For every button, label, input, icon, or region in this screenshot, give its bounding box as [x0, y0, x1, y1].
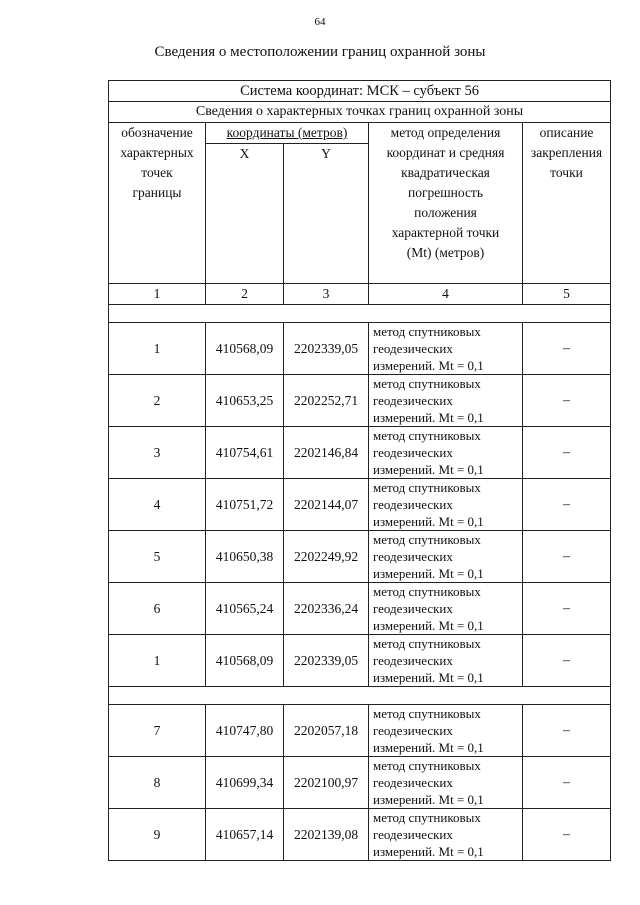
x-coordinate: 410747,80	[206, 705, 284, 757]
x-coordinate: 410699,34	[206, 757, 284, 809]
y-coordinate: 2202057,18	[284, 705, 369, 757]
method-line: измерений. Mt = 0,1	[373, 410, 484, 425]
method-line: геодезических	[373, 653, 453, 668]
y-coordinate: 2202249,92	[284, 531, 369, 583]
method-header	[369, 123, 523, 284]
x-coordinate: 410565,24	[206, 583, 284, 635]
column-number: 5	[523, 284, 611, 305]
x-coordinate: 410657,14	[206, 809, 284, 861]
point-number: 2	[109, 375, 206, 427]
header-line: описание	[539, 125, 594, 140]
point-number: 7	[109, 705, 206, 757]
header-line: точек	[141, 165, 173, 180]
fixation-description: –	[523, 583, 611, 635]
method-cell	[369, 757, 523, 809]
y-coordinate: 2202336,24	[284, 583, 369, 635]
method-line: измерений. Mt = 0,1	[373, 462, 484, 477]
table-row	[109, 809, 611, 861]
method-line: геодезических	[373, 497, 453, 512]
column-numbers-row	[109, 284, 611, 305]
header-line: характерной точки	[391, 225, 500, 240]
y-coordinate: 2202146,84	[284, 427, 369, 479]
y-coordinate: 2202100,97	[284, 757, 369, 809]
header-line: координат и средняя	[386, 145, 505, 160]
x-coordinate: 410751,72	[206, 479, 284, 531]
method-line: геодезических	[373, 393, 453, 408]
fixation-description: –	[523, 809, 611, 861]
y-header: Y	[284, 144, 369, 284]
table-row	[109, 375, 611, 427]
method-line: метод спутниковых	[373, 428, 481, 443]
designation-header	[109, 123, 206, 284]
boundary-points-table	[108, 80, 611, 861]
method-cell	[369, 531, 523, 583]
x-header: X	[206, 144, 284, 284]
column-number: 4	[369, 284, 523, 305]
header-line: квадратическая	[401, 165, 490, 180]
header-line: погрешность	[407, 185, 483, 200]
point-number: 6	[109, 583, 206, 635]
method-line: метод спутниковых	[373, 376, 481, 391]
point-number: 3	[109, 427, 206, 479]
fixation-description: –	[523, 705, 611, 757]
points-info-header: Сведения о характерных точках границ охранной зоны	[109, 102, 611, 123]
y-coordinate: 2202139,08	[284, 809, 369, 861]
method-cell	[369, 705, 523, 757]
method-line: геодезических	[373, 827, 453, 842]
method-line: измерений. Mt = 0,1	[373, 358, 484, 373]
method-line: измерений. Mt = 0,1	[373, 618, 484, 633]
group-separator-row	[109, 687, 611, 705]
header-line: границы	[132, 185, 182, 200]
header-line: точки	[550, 165, 583, 180]
fixation-description: –	[523, 375, 611, 427]
method-line: метод спутниковых	[373, 324, 481, 339]
y-coordinate: 2202144,07	[284, 479, 369, 531]
table-row	[109, 635, 611, 687]
method-cell	[369, 375, 523, 427]
table-row	[109, 757, 611, 809]
fixation-description: –	[523, 635, 611, 687]
method-line: измерений. Mt = 0,1	[373, 792, 484, 807]
point-number: 1	[109, 635, 206, 687]
document-title: Сведения о местоположении границ охранной зоны	[154, 44, 486, 60]
header-line: обозначение	[121, 125, 193, 140]
method-line: геодезических	[373, 445, 453, 460]
method-line: измерений. Mt = 0,1	[373, 566, 484, 581]
y-coordinate: 2202252,71	[284, 375, 369, 427]
method-line: метод спутниковых	[373, 584, 481, 599]
column-number: 1	[109, 284, 206, 305]
y-coordinate: 2202339,05	[284, 635, 369, 687]
table-row	[109, 479, 611, 531]
header-line: характерных	[120, 145, 194, 160]
header-line: метод определения	[390, 125, 501, 140]
point-number: 8	[109, 757, 206, 809]
x-coordinate: 410568,09	[206, 323, 284, 375]
header-line: (Mt) (метров)	[406, 245, 485, 260]
method-line: измерений. Mt = 0,1	[373, 844, 484, 859]
method-line: метод спутниковых	[373, 532, 481, 547]
method-cell	[369, 635, 523, 687]
method-line: геодезических	[373, 549, 453, 564]
group-separator-row	[109, 305, 611, 323]
method-line: метод спутниковых	[373, 480, 481, 495]
x-coordinate: 410650,38	[206, 531, 284, 583]
y-coordinate: 2202339,05	[284, 323, 369, 375]
group-separator-cell	[109, 305, 611, 323]
fixation-description: –	[523, 757, 611, 809]
method-line: измерений. Mt = 0,1	[373, 514, 484, 529]
fixation-description: –	[523, 531, 611, 583]
method-cell	[369, 427, 523, 479]
coords-header	[206, 123, 369, 144]
x-coordinate: 410754,61	[206, 427, 284, 479]
coordinate-system-header: Система координат: МСК – субъект 56	[109, 81, 611, 102]
point-number: 9	[109, 809, 206, 861]
method-cell	[369, 583, 523, 635]
column-number: 3	[284, 284, 369, 305]
method-line: геодезических	[373, 775, 453, 790]
fixation-description: –	[523, 323, 611, 375]
method-line: метод спутниковых	[373, 636, 481, 651]
table-row	[109, 705, 611, 757]
group-separator-cell	[109, 687, 611, 705]
method-line: метод спутниковых	[373, 706, 481, 721]
method-line: геодезических	[373, 723, 453, 738]
method-cell	[369, 809, 523, 861]
coords-header-text: координаты (метров)	[226, 125, 348, 140]
point-number: 1	[109, 323, 206, 375]
page-number: 64	[314, 16, 326, 28]
table-row	[109, 583, 611, 635]
method-line: геодезических	[373, 601, 453, 616]
column-number: 2	[206, 284, 284, 305]
method-line: геодезических	[373, 341, 453, 356]
table-row	[109, 323, 611, 375]
header-line: закрепления	[530, 145, 603, 160]
description-header	[523, 123, 611, 284]
method-cell	[369, 479, 523, 531]
point-number: 5	[109, 531, 206, 583]
method-cell	[369, 323, 523, 375]
header-line: положения	[414, 205, 477, 220]
x-coordinate: 410568,09	[206, 635, 284, 687]
fixation-description: –	[523, 427, 611, 479]
table-row	[109, 427, 611, 479]
method-line: метод спутниковых	[373, 810, 481, 825]
method-line: измерений. Mt = 0,1	[373, 670, 484, 685]
x-coordinate: 410653,25	[206, 375, 284, 427]
table-row	[109, 531, 611, 583]
method-line: метод спутниковых	[373, 758, 481, 773]
point-number: 4	[109, 479, 206, 531]
method-line: измерений. Mt = 0,1	[373, 740, 484, 755]
fixation-description: –	[523, 479, 611, 531]
